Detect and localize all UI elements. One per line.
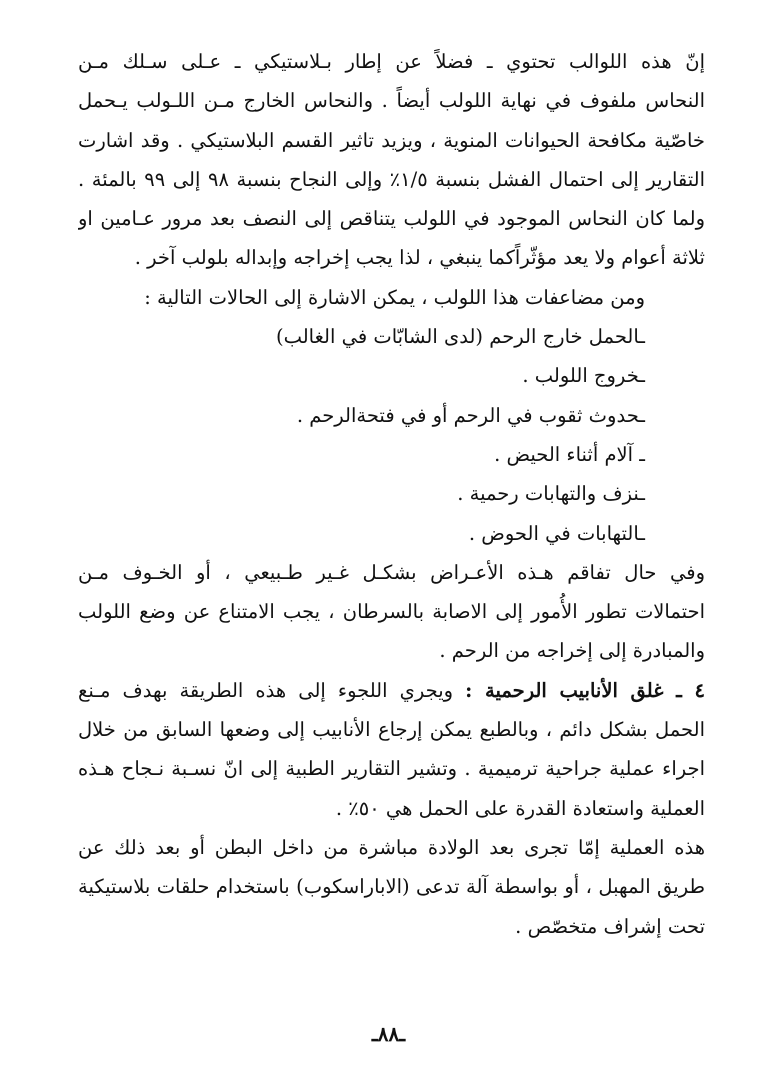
page-body [78, 42, 705, 946]
text-line: والمبادرة إلى إخراجه من الرحم . [439, 639, 705, 663]
paragraph-iud-copper [78, 42, 705, 278]
text-line: وفي حال تفاقم هـذه الأعـراض بشكـل غـير طـبيعي ، أو الخـوف مـن [78, 560, 705, 584]
list-item: ـحدوث ثقوب في الرحم أو في فتحةالرحم . [296, 403, 645, 427]
complications-list [78, 278, 705, 553]
text-line: ولما كان النحاس الموجود في اللولب يتناقص إلى النصف بعد مرور عـامين او [78, 207, 705, 231]
list-item: ـالتهابات في الحوض . [468, 521, 645, 545]
section-heading: ٤ ـ غلق الأنابيب الرحمية : [465, 678, 705, 702]
text-line: إنّ هذه اللوالب تحتوي ـ فضلاً عن إطار بـلاستيكي ـ عـلى سـلك مـن [78, 50, 705, 73]
text-line: الحمل بشكل دائم ، وبالطبع يمكن إرجاع الأنابيب إلى وضعها السابق من خلال [78, 718, 705, 742]
list-intro: ومن مضاعفات هذا اللولب ، يمكن الاشارة إلى الحالات التالية : [144, 285, 645, 309]
text-line: خاصّية مكافحة الحيوانات المنوية ، ويزيد تاثير القسم البلاستيكي . وقد اشارت [78, 128, 705, 152]
list-item: ـ آلام أثناء الحيض . [494, 442, 645, 466]
paragraph-procedure [78, 828, 705, 946]
page-number: ـ٨٨ـ [371, 1022, 406, 1046]
section-first-line [78, 671, 705, 710]
text-line: طريق المهبل ، أو بواسطة آلة تدعى (الاباراسكوب) باستخدام حلقات بلاستيكية [78, 875, 705, 899]
section-first-line-text: ويجري اللجوء إلى هذه الطريقة بهدف مـنع [78, 678, 466, 702]
text-line: التقارير إلى احتمال الفشل بنسبة ١/٥٪ وإلى النجاح بنسبة ٩٨ إلى ٩٩ بالمئة . [78, 167, 705, 191]
text-line: العملية واستعادة القدرة على الحمل هي ٥٠٪ . [335, 796, 705, 820]
text-line: اجراء عملية جراحية ترميمية . وتشير التقارير الطبية إلى انّ نسـبة نـجاح هـذه [78, 757, 705, 781]
list-item: ـخروج اللولب . [522, 364, 645, 388]
paragraph-warning [78, 553, 705, 671]
text-line: ثلاثة أعوام ولا يعد مؤثّراًكما ينبغي ، لذا يجب إخراجه وإبداله بلولب آخر . [134, 246, 705, 270]
text-line: هذه العملية إمّا تجرى بعد الولادة مباشرة من داخل البطن أو بعد ذلك عن [78, 835, 705, 859]
text-line: تحت إشراف متخصّص . [515, 914, 705, 938]
section-tubal-ligation [78, 671, 705, 828]
list-item: ـالحمل خارج الرحم (لدى الشابّات في الغالب) [275, 325, 645, 349]
text-line: النحاس ملفوف في نهاية اللولب أيضاً . والنحاس الخارج مـن اللـولب يـحمل [78, 89, 705, 113]
text-line: احتمالات تطور الأُمور إلى الاصابة بالسرطان ، يجب الامتناع عن وضع اللولب [78, 600, 705, 624]
list-item: ـنزف والتهابات رحمية . [457, 482, 645, 506]
